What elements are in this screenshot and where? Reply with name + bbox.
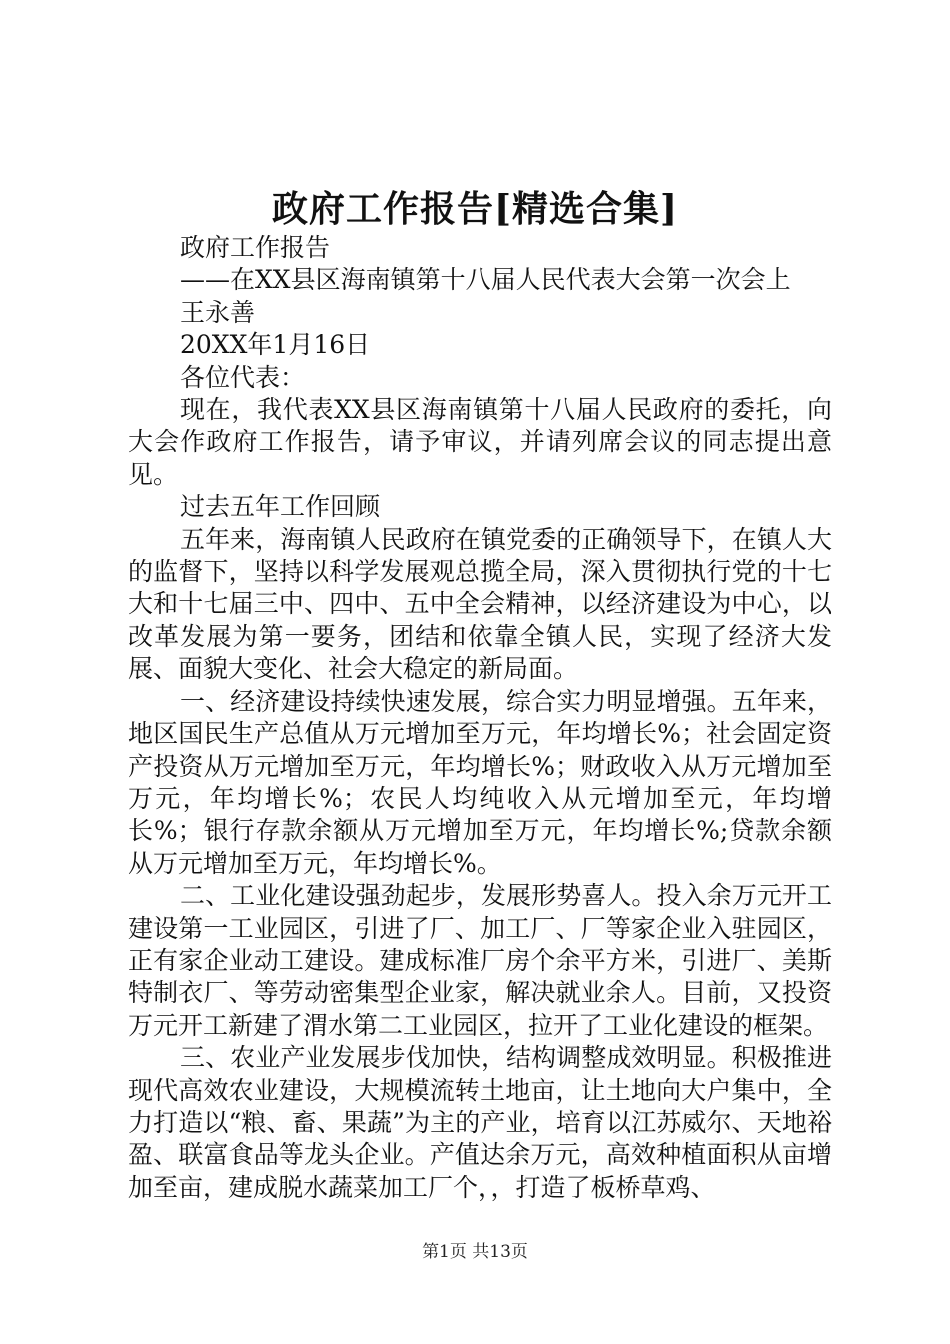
paragraph-subtitle: ——在XX县区海南镇第十八届人民代表大会第一次会上 <box>180 265 791 295</box>
page-number-footer: 第1页 共13页 <box>422 1242 528 1262</box>
paragraph-salutation: 各位代表： <box>180 362 306 392</box>
document-body <box>128 232 832 1204</box>
paragraph-section-heading: 过去五年工作回顾 <box>180 492 381 522</box>
paragraph-overview: 五年来，海南镇人民政府在镇党委的正确领导下，在镇人大的监督下，坚持以科学发展观总揽全局，深入贯彻执行党的十七大和十七届三中、四中、五中全会精神，以经济建设为中心，以改革发展为第一要务，团结和依靠全镇人民，实现了经济大发展、面貌大变化、社会大稳定的新局面。 <box>128 524 832 684</box>
paragraph-report-name: 政府工作报告 <box>180 233 331 262</box>
paragraph-industry: 二、工业化建设强劲起步，发展形势喜人。投入余万元开工建设第一工业园区，引进了厂、加工厂、厂等家企业入驻园区，正有家企业动工建设。建成标准厂房个余平方米，引进厂、美斯特制衣厂、等劳动密集型企业家，解决就业余人。目前，又投资万元开工新建了渭水第二工业园区，拉开了工业化建设的框架。 <box>128 881 832 1040</box>
paragraph-agriculture: 三、农业产业发展步伐加快，结构调整成效明显。积极推进现代高效农业建设，大规模流转土地亩，让土地向大户集中，全力打造以“粮、畜、果蔬”为主的产业，培育以江苏威尔、天地裕盈、联富食品等龙头企业。产值达余万元，高效种植面积从亩增加至亩，建成脱水蔬菜加工厂个，，打造了板桥草鸡、 <box>128 1043 832 1202</box>
paragraph-intro: 现在，我代表XX县区海南镇第十八届人民政府的委托，向大会作政府工作报告，请予审议，并请列席会议的同志提出意见。 <box>128 395 832 489</box>
paragraph-economy: 一、经济建设持续快速发展，综合实力明显增强。五年来，地区国民生产总值从万元增加至万元，年均增长%；社会固定资产投资从万元增加至万元，年均增长%；财政收入从万元增加至万元，年均增长%；农民人均纯收入从元增加至元，年均增长%；银行存款余额从万元增加至万元，年均增长%;贷款余额从万元增加至万元，年均增长%。 <box>128 686 832 878</box>
document-title: 政府工作报告[精选合集] <box>271 188 679 230</box>
paragraph-date: 20XX年1月16日 <box>180 330 371 360</box>
paragraph-author: 王永善 <box>180 297 256 327</box>
